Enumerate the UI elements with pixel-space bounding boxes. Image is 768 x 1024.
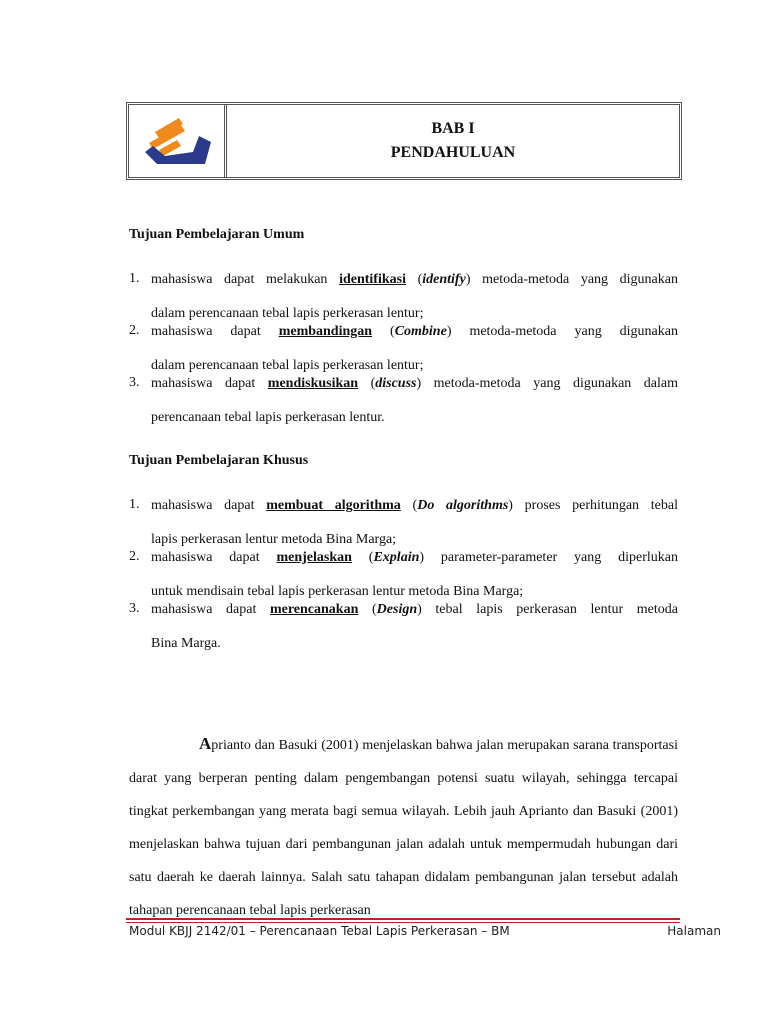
body-paragraph <box>129 727 678 927</box>
list-item: 3. mahasiswa dapat merencanakan (Design) tebal lapis perkerasan lentur metoda Bina Marga. <box>129 601 678 651</box>
chapter-header-box <box>126 102 682 180</box>
specific-objectives-list <box>129 497 678 653</box>
body-text: prianto dan Basuki (2001) menjelaskan bahwa jalan merupakan sarana transportasi darat yang berperan penting dalam pengembangan potensi suatu wilayah, sehingga tercapai tingkat perkembangan yang merata bagi semua wilayah. Lebih jauh Aprianto dan Basuki (2001) menjelaskan bahwa tujuan dari pembangunan jalan adalah untuk mempermudah hubungan dari satu daerah ke daerah lainnya. Salah satu tahapan didalam pembangunan jalan tersebut adalah tahapan perencanaan tebal lapis perkerasan <box>129 738 678 918</box>
list-item: 3. mahasiswa dapat mendiskusikan (discuss) metoda-metoda yang digunakan dalam perencanaan tebal lapis perkerasan lentur. <box>129 375 679 425</box>
specific-objectives-heading: Tujuan Pembelajaran Khusus <box>129 453 309 468</box>
footer-rule <box>126 918 680 923</box>
chapter-title: PENDAHULUAN <box>390 144 516 161</box>
logo-cell <box>129 105 227 177</box>
list-item: 1. mahasiswa dapat membuat algorithma (Do algorithms) proses perhitungan tebal lapis perkerasan lentur metoda Bina Marga; <box>129 497 678 547</box>
chapter-title-cell <box>227 105 679 177</box>
footer-page-label: Halaman <box>667 924 721 938</box>
university-logo-icon <box>141 112 213 170</box>
general-objectives-list <box>129 271 678 427</box>
list-item: 2. mahasiswa dapat menjelaskan (Explain) parameter-parameter yang diperlukan untuk mendisain tebal lapis perkerasan lentur metoda Bina Marga; <box>129 549 679 599</box>
page-footer <box>129 924 721 938</box>
chapter-number: BAB I <box>431 120 475 137</box>
drop-cap: A <box>199 734 212 753</box>
list-item: 2. mahasiswa dapat membandingan (Combine) metoda-metoda yang digunakan dalam perencanaan tebal lapis perkerasan lentur; <box>129 323 678 373</box>
footer-module-title: Modul KBJJ 2142/01 – Perencanaan Tebal Lapis Perkerasan – BM <box>129 924 510 938</box>
list-item: 1. mahasiswa dapat melakukan identifikasi (identify) metoda-metoda yang digunakan dalam perencanaan tebal lapis perkerasan lentur; <box>129 271 678 321</box>
general-objectives-heading: Tujuan Pembelajaran Umum <box>129 227 305 242</box>
